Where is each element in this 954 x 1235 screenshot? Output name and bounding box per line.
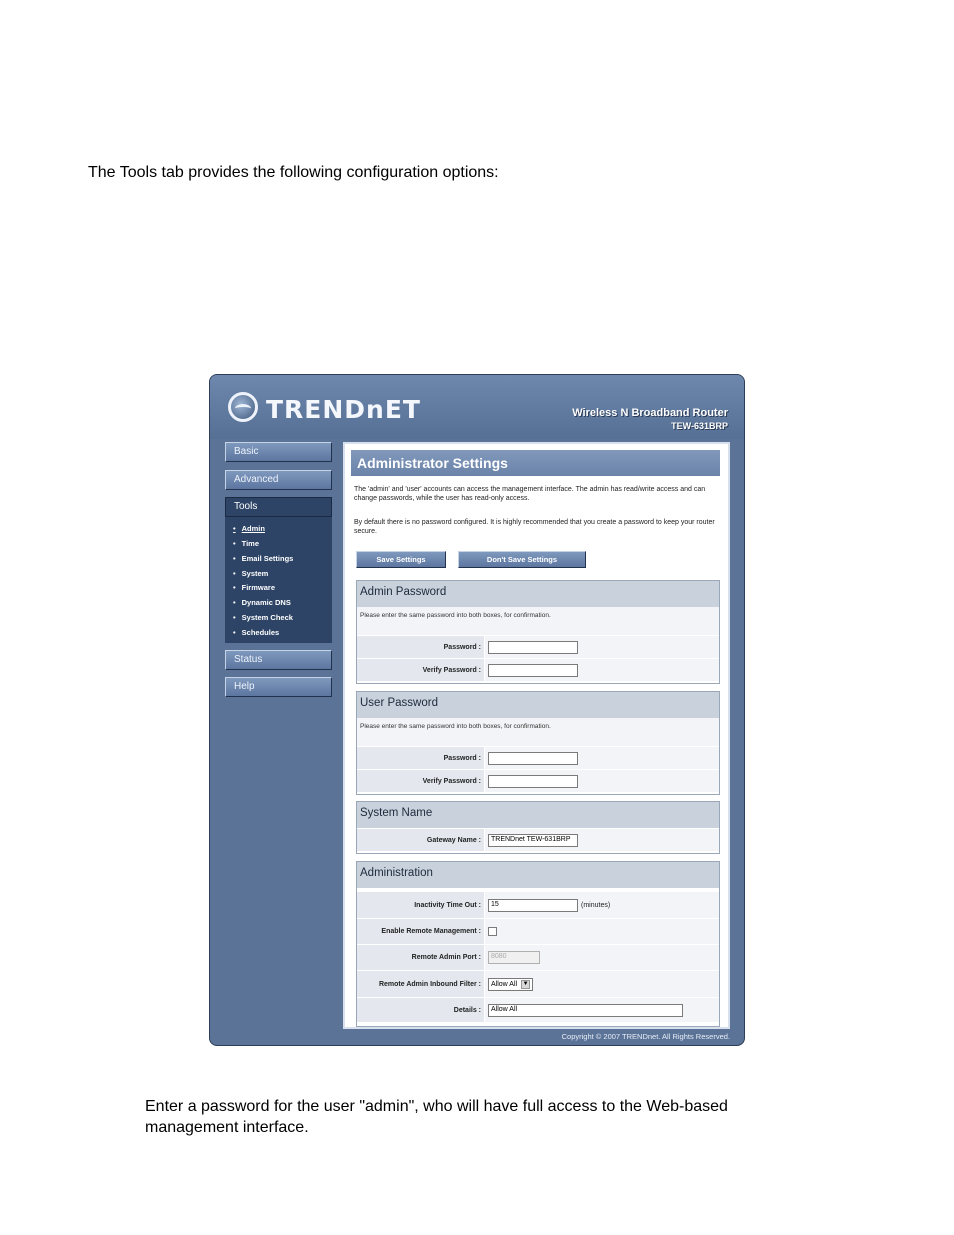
description-accounts: The 'admin' and 'user' accounts can access the management interface. The admin has read/write access and can change passwords, while the user has read-only access. bbox=[354, 486, 706, 502]
section-note: Please enter the same password into both boxes, for confirmation. bbox=[357, 607, 719, 635]
tools-submenu bbox=[225, 517, 332, 643]
submenu-system[interactable]: • System bbox=[233, 569, 268, 578]
nav-help[interactable]: Help bbox=[225, 677, 332, 697]
admin-password-section bbox=[356, 580, 720, 684]
timeout-unit: (minutes) bbox=[581, 901, 611, 909]
form-row bbox=[357, 635, 719, 658]
enable-remote-management-checkbox[interactable] bbox=[488, 927, 497, 936]
administration-section bbox=[356, 861, 720, 1027]
section-header: Administration bbox=[357, 862, 719, 888]
nav-tools[interactable]: Tools bbox=[225, 497, 332, 517]
user-verify-password-input[interactable] bbox=[488, 775, 578, 788]
admin-verify-password-input[interactable] bbox=[488, 664, 578, 677]
section-header: System Name bbox=[357, 802, 719, 828]
field-label: Verify Password : bbox=[357, 659, 484, 681]
copyright: Copyright © 2007 TRENDnet. All Rights Reserved. bbox=[561, 1032, 730, 1041]
inactivity-timeout-input[interactable]: 15 bbox=[488, 899, 578, 912]
router-web-ui bbox=[209, 374, 745, 1046]
field-label: Password : bbox=[357, 636, 484, 658]
submenu-time[interactable]: • Time bbox=[233, 539, 259, 548]
field-label: Remote Admin Inbound Filter : bbox=[357, 971, 484, 997]
chevron-down-icon: ▼ bbox=[522, 980, 529, 987]
section-header: Admin Password bbox=[357, 581, 719, 607]
field-label: Gateway Name : bbox=[357, 829, 484, 851]
system-name-section bbox=[356, 801, 720, 854]
form-row bbox=[357, 746, 719, 769]
form-row bbox=[357, 828, 719, 851]
field-label: Enable Remote Management : bbox=[357, 919, 484, 944]
form-row bbox=[357, 891, 719, 918]
field-label: Inactivity Time Out : bbox=[357, 892, 484, 918]
nav-status[interactable]: Status bbox=[225, 650, 332, 670]
dont-save-settings-button[interactable]: Don't Save Settings bbox=[458, 551, 586, 568]
form-row bbox=[357, 944, 719, 970]
inbound-filter-select[interactable] bbox=[488, 978, 533, 991]
admin-password-input[interactable] bbox=[488, 641, 578, 654]
model-name: TEW-631BRP bbox=[671, 421, 728, 431]
form-row bbox=[357, 997, 719, 1022]
gateway-name-input[interactable]: TRENDnet TEW-631BRP bbox=[488, 834, 578, 847]
product-name: Wireless N Broadband Router bbox=[572, 407, 728, 419]
form-row bbox=[357, 918, 719, 944]
user-password-section bbox=[356, 691, 720, 795]
save-settings-button[interactable]: Save Settings bbox=[356, 551, 446, 568]
field-label: Password : bbox=[357, 747, 484, 769]
submenu-dynamic-dns[interactable]: • Dynamic DNS bbox=[233, 598, 291, 607]
form-row bbox=[357, 658, 719, 681]
field-label: Verify Password : bbox=[357, 770, 484, 792]
nav-advanced[interactable]: Advanced bbox=[225, 470, 332, 490]
field-label: Details : bbox=[357, 998, 484, 1022]
details-input[interactable]: Allow All bbox=[488, 1004, 683, 1017]
submenu-schedules[interactable]: • Schedules bbox=[233, 628, 279, 637]
header-banner bbox=[210, 375, 744, 439]
brand-logo: TRENDnET bbox=[266, 395, 421, 424]
content-panel bbox=[343, 442, 730, 1029]
submenu-firmware[interactable]: • Firmware bbox=[233, 583, 275, 592]
form-row bbox=[357, 769, 719, 792]
intro-text: The Tools tab provides the following configuration options: bbox=[88, 164, 499, 181]
trendnet-logo-icon bbox=[228, 392, 258, 422]
submenu-email-settings[interactable]: • Email Settings bbox=[233, 554, 293, 563]
section-header: User Password bbox=[357, 692, 719, 718]
remote-admin-port-input[interactable]: 8080 bbox=[488, 951, 540, 964]
nav-basic[interactable]: Basic bbox=[225, 442, 332, 462]
page-title: Administrator Settings bbox=[351, 450, 720, 476]
submenu-system-check[interactable]: • System Check bbox=[233, 613, 293, 622]
user-password-input[interactable] bbox=[488, 752, 578, 765]
description-default-password: By default there is no password configured. It is highly recommended that you create a password to keep your router secure. bbox=[354, 519, 715, 535]
select-value: Allow All bbox=[491, 980, 518, 988]
caption-text: Enter a password for the user "admin", who will have full access to the Web-based management interface. bbox=[145, 1098, 728, 1136]
section-note: Please enter the same password into both boxes, for confirmation. bbox=[357, 718, 719, 746]
field-label: Remote Admin Port : bbox=[357, 945, 484, 970]
form-row bbox=[357, 970, 719, 997]
submenu-admin[interactable]: • Admin bbox=[233, 524, 265, 533]
